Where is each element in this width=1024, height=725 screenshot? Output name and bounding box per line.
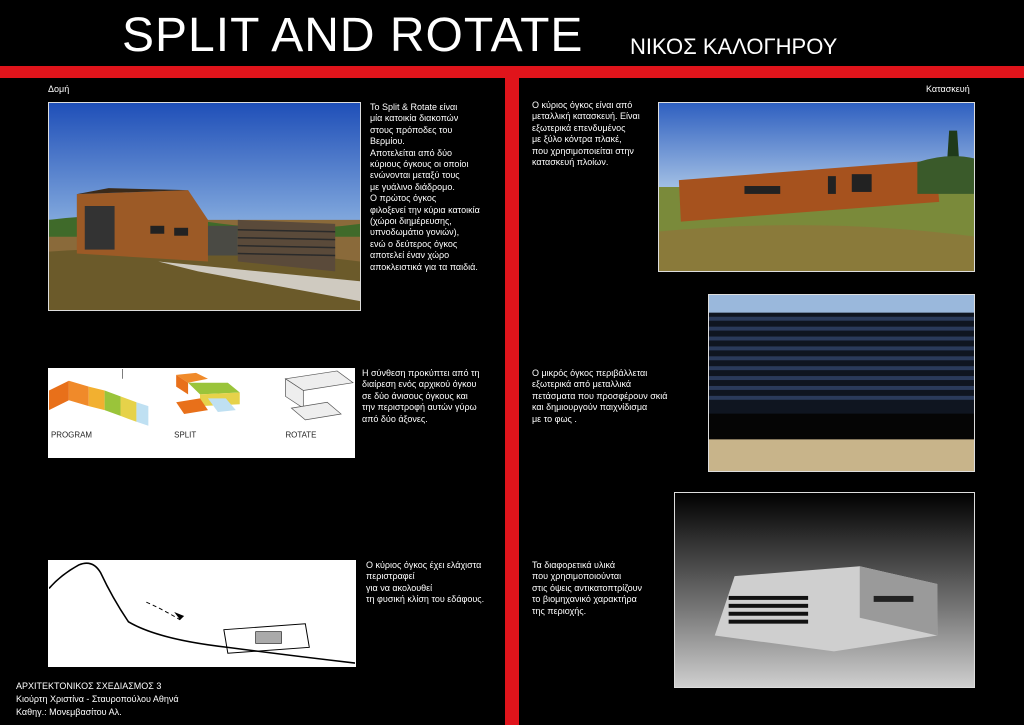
materials-render-image <box>674 492 975 688</box>
house-exterior-photo <box>48 102 361 311</box>
section-label-construction: Κατασκευή <box>926 84 970 94</box>
professor-name: Καθηγ.: Μονεμβασίτου Αλ. <box>16 707 122 717</box>
composition-text: Η σύνθεση προκύπτει από τη διαίρεση ενός αρχικού όγκου σε δύο άνισους όγκους και την περιστροφή αυτών γύρω από δύο άξονες. <box>362 368 480 424</box>
small-volume-text: Ο μικρός όγκος περιβάλλεται εξωτερικά από μεταλλικά πετάσματα που προσφέρουν σκιά και δημιουργούν παιχνίδισμα με το φως . <box>532 368 668 424</box>
materials-text: Τα διαφορετικά υλικά που χρησιμοποιούνται στις όψεις αντικατοπτρίζουν το βιομηχανικό χαρακτήρα της περιοχής. <box>532 560 643 616</box>
site-section-sketch <box>48 560 356 667</box>
horizontal-red-divider <box>0 66 1024 78</box>
course-title: ΑΡΧΙΤΕΚΤΟΝΙΚΟΣ ΣΧΕΔΙΑΣΜΟΣ 3 <box>16 681 162 691</box>
author-name: ΝΙΚΟΣ ΚΑΛΟΓΗΡΟΥ <box>630 34 838 59</box>
split-label: SPLIT <box>174 430 197 440</box>
rotation-text: Ο κύριος όγκος έχει ελάχιστα περιστραφεί για να ακολουθεί τη φυσική κλίση του εδάφους. <box>366 560 485 605</box>
rotate-label: ROTATE <box>285 430 317 440</box>
program-label: PROGRAM <box>50 430 93 440</box>
program-split-rotate-diagram <box>48 368 355 458</box>
section-label-structure: Δομή <box>48 84 70 94</box>
page-title: SPLIT AND ROTATE <box>122 9 584 62</box>
intro-text: Το Split & Rotate είναι μία κατοικία διακοπών στους πρόποδες του Βερμίου. Αποτελείται από δύο κύριους όγκους οι οποίοι ενώνονται μεταξύ τους με γυάλινο διάδρομο. Ο πρώτος όγκος φιλοξενεί την κύρια κατοικία (χώροι διημέρευσης, υπνοδωμάτιο γονιών), ενώ ο δεύτερος όγκος αποτελεί έναν χώρο αποκλειστικά για τα παιδιά. <box>370 102 480 272</box>
main-volume-text: Ο κύριος όγκος είναι από μεταλλική κατασκευή. Είναι εξωτερικά επενδυμένος με ξύλο κόντρα πλακέ, που χρησιμοποιείται στην κατασκευή πλοίων. <box>532 100 640 168</box>
small-volume-photo <box>708 294 975 472</box>
main-volume-photo <box>658 102 975 272</box>
student-names: Κιούρτη Χριστίνα - Σταυροπούλου Αθηνά <box>16 694 179 704</box>
